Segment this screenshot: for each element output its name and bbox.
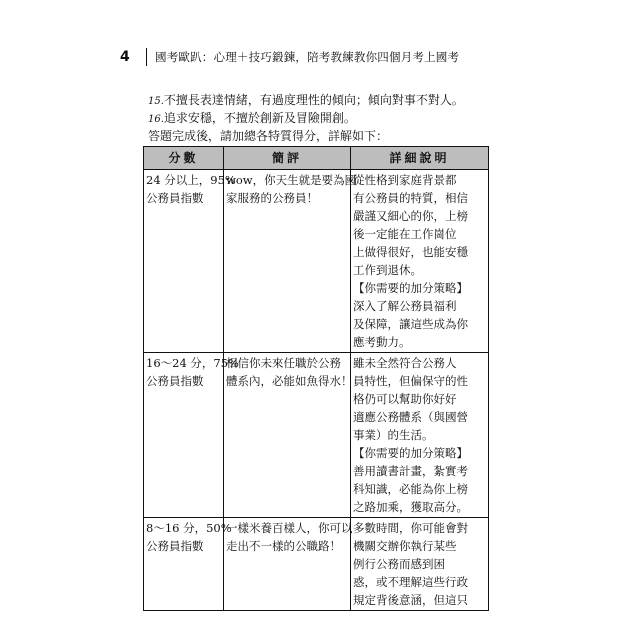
cell-line: 惑，或不理解這些行政 xyxy=(353,575,468,589)
score-cell xyxy=(144,518,232,611)
cell-line: 公務員指數 xyxy=(146,539,204,553)
cell-line: 格仍可以幫助你好好 xyxy=(353,392,457,406)
cell-line: 8～16 分，50% xyxy=(146,521,232,535)
detail-cell xyxy=(351,518,489,611)
cell-line: 公務員指數 xyxy=(146,191,204,205)
cell-line: 16～24 分，75% xyxy=(146,356,239,370)
cell-line: 機關交辦你執行某些 xyxy=(353,539,457,553)
trait-item-16 xyxy=(148,110,508,128)
cell-line: 從性格到家庭背景都 xyxy=(353,173,457,187)
header-divider xyxy=(146,48,147,66)
trait-number: 15. xyxy=(148,96,164,107)
trait-text: 不擅長表達情緒，有過度理性的傾向；傾向對事不對人。 xyxy=(163,93,464,107)
strategy-label: 【你需要的加分策略】 xyxy=(353,446,468,460)
header-comment: 簡評 xyxy=(224,147,351,170)
score-cell xyxy=(144,353,239,518)
cell-line: 一樣米養百樣人，你可以 xyxy=(226,521,353,535)
cell-line: 科知識，必能為你上榜 xyxy=(353,482,468,496)
cell-line: 例行公務而感到困 xyxy=(353,557,445,571)
detail-cell xyxy=(351,170,489,353)
intro-text xyxy=(148,92,508,145)
cell-line: 相信你未來任職於公務 xyxy=(226,356,341,370)
strategy-label: 【你需要的加分策略】 xyxy=(353,281,468,295)
cell-line: 有公務員的特質，相信 xyxy=(353,191,468,205)
detail-cell xyxy=(351,353,489,518)
cell-line: 適應公務體系（與國營 xyxy=(353,410,468,424)
cell-line: 深入了解公務員福利 xyxy=(353,299,457,313)
cell-line: 走出不一樣的公職路！ xyxy=(226,539,341,553)
page-number: 4 xyxy=(120,49,130,65)
cell-line: 員特性，但偏保守的性 xyxy=(353,374,468,388)
header-score: 分數 xyxy=(144,147,224,170)
cell-line: 24 分以上，95% xyxy=(146,173,236,187)
cell-line: 事業）的生活。 xyxy=(353,428,434,442)
cell-line: 規定背後意涵，但這只 xyxy=(353,593,468,607)
cell-line: 應考動力。 xyxy=(353,335,411,349)
cell-line: 善用讀書計畫，紮實考 xyxy=(353,464,468,478)
cell-line: 及保障，讓這些成為你 xyxy=(353,317,468,331)
cell-line: wow，你天生就是要為國 xyxy=(226,173,357,187)
cell-line: 體系內，必能如魚得水！ xyxy=(226,374,353,388)
cell-line: 上做得很好，也能安穩 xyxy=(353,245,468,259)
cell-line: 嚴謹又細心的你，上榜 xyxy=(353,209,468,223)
cell-line: 雖未全然符合公務人 xyxy=(353,356,457,370)
cell-line: 工作到退休。 xyxy=(353,263,422,277)
comment-cell xyxy=(224,518,351,611)
score-table xyxy=(143,146,489,611)
header-detail: 詳細說明 xyxy=(351,147,489,170)
cell-line: 家服務的公務員！ xyxy=(226,191,318,205)
comment-cell xyxy=(224,170,357,353)
cell-line: 公務員指數 xyxy=(146,374,204,388)
table-row xyxy=(144,518,489,611)
running-title: 國考歐趴：心理＋技巧鍛鍊，陪考教練教你四個月考上國考 xyxy=(155,50,460,64)
running-header xyxy=(120,46,540,68)
trait-text: 追求安穩，不擅於創新及冒險開創。 xyxy=(163,111,356,125)
table-row xyxy=(144,170,489,353)
cell-line: 多數時間，你可能會對 xyxy=(353,521,468,535)
instruction-text: 答題完成後，請加總各特質得分，詳解如下： xyxy=(148,129,389,143)
cell-line: 後一定能在工作崗位 xyxy=(353,227,457,241)
trait-item-15 xyxy=(148,92,508,110)
score-cell xyxy=(144,170,236,353)
cell-line: 之路加乘，獲取高分。 xyxy=(353,500,468,514)
trait-number: 16. xyxy=(148,114,164,125)
table-header-row xyxy=(144,147,489,170)
table-row xyxy=(144,353,489,518)
comment-cell xyxy=(224,353,351,518)
